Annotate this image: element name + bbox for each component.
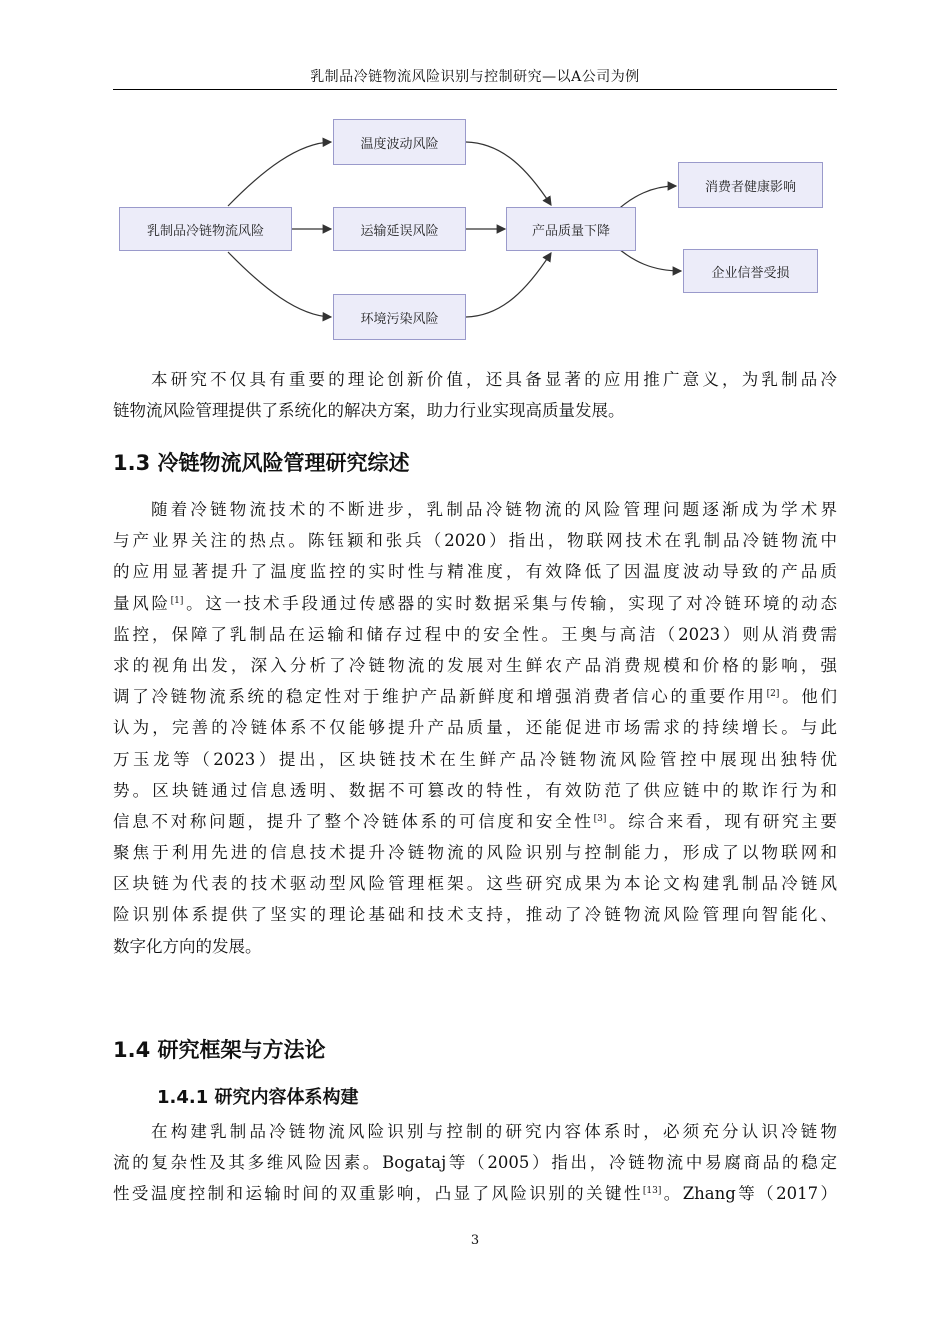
running-header: 乳制品冷链物流风险识别与控制研究—以A公司为例 xyxy=(310,69,640,85)
citation-2[interactable]: [2] xyxy=(766,689,780,700)
text-line: 量风险[1]。这一技术手段通过传感器的实时数据采集与传输，实现了对冷链环境的动态 xyxy=(113,593,838,613)
text-line: 的应用显著提升了温度监控的实时性与精准度，有效降低了因温度波动导致的产品质 xyxy=(113,562,837,582)
node-pollution-risk: 环境污染风险 xyxy=(333,294,466,340)
citation-3[interactable]: [3] xyxy=(593,813,607,824)
citation-1[interactable]: [1] xyxy=(170,595,184,606)
text-line: 数字化方向的发展。 xyxy=(113,936,262,956)
paragraph-research-content xyxy=(113,1116,837,1210)
page-number: 3 xyxy=(470,1233,480,1248)
edge-pollution-quality xyxy=(466,253,551,317)
text-line: 监控，保障了乳制品在运输和储存过程中的安全性。王奥与高洁（2023）则从消费需 xyxy=(113,624,837,644)
section-heading-1-3: 1.3 冷链物流风险管理研究综述 xyxy=(113,451,410,475)
text-line: 势。区块链通过信息透明、数据不可篡改的特性，有效防范了供应链中的欺诈行为和 xyxy=(113,780,837,800)
text-line: 信息不对称问题，提升了整个冷链体系的可信度和安全性[3]。综合来看，现有研究主要 xyxy=(113,811,838,831)
text-line: 链物流风险管理提供了系统化的解决方案，助力行业实现高质量发展。 xyxy=(113,401,625,421)
edge-temp-quality xyxy=(466,142,551,205)
node-quality-decline: 产品质量下降 xyxy=(506,207,636,251)
section-heading-1-4-1: 1.4.1 研究内容体系构建 xyxy=(157,1087,359,1108)
node-temperature-risk: 温度波动风险 xyxy=(333,119,466,165)
paragraph-literature-review xyxy=(113,494,837,962)
text-line: 险识别体系提供了坚实的理论基础和技术支持，推动了冷链物流风险管理向智能化、 xyxy=(113,905,837,925)
text-line: 随着冷链物流技术的不断进步，乳制品冷链物流的风险管理问题逐渐成为学术界 xyxy=(151,500,837,519)
node-reputation-damage: 企业信誉受损 xyxy=(683,249,818,293)
section-heading-1-4: 1.4 研究框架与方法论 xyxy=(113,1038,326,1062)
text-line: 性受温度控制和运输时间的双重影响，凸显了风险识别的关键性[13]。Zhang等（2017） xyxy=(113,1184,838,1204)
text-line: 流的复杂性及其多维风险因素。Bogataj等（2005）指出，冷链物流中易腐商品的稳定 xyxy=(113,1153,837,1173)
edge-source-temp xyxy=(228,142,331,206)
paragraph-significance xyxy=(113,364,837,426)
header-rule xyxy=(113,89,837,90)
text-line: 区块链为代表的技术驱动型风险管理框架。这些研究成果为本论文构建乳制品冷链风 xyxy=(113,874,837,894)
node-health-impact: 消费者健康影响 xyxy=(678,162,823,208)
citation-13[interactable]: [13] xyxy=(642,1186,662,1197)
node-cold-chain-risk: 乳制品冷链物流风险 xyxy=(119,207,292,251)
text-line: 求的视角出发，深入分析了冷链物流的发展对生鲜农产品消费规模和价格的影响，强 xyxy=(113,655,837,675)
edge-source-pollution xyxy=(228,252,331,317)
text-line: 调了冷链物流系统的稳定性对于维护产品新鲜度和增强消费者信心的重要作用[2]。他们 xyxy=(113,687,838,707)
text-line: 本研究不仅具有重要的理论创新价值，还具备显著的应用推广意义，为乳制品冷 xyxy=(151,370,837,389)
node-delay-risk: 运输延误风险 xyxy=(333,207,466,251)
text-line: 认为，完善的冷链体系不仅能够提升产品质量，还能促进市场需求的持续增长。与此 xyxy=(113,718,837,738)
text-line: 在构建乳制品冷链物流风险识别与控制的研究内容体系时，必须充分认识冷链物 xyxy=(151,1122,837,1141)
text-line: 万玉龙等（2023）提出，区块链技术在生鲜产品冷链物流风险管控中展现出独特优 xyxy=(113,749,837,769)
risk-flow-diagram xyxy=(113,110,837,346)
text-line: 与产业界关注的热点。陈钰颖和张兵（2020）指出，物联网技术在乳制品冷链物流中 xyxy=(113,531,837,551)
text-line: 聚焦于利用先进的信息技术提升冷链物流的风险识别与控制能力，形成了以物联网和 xyxy=(113,843,837,863)
